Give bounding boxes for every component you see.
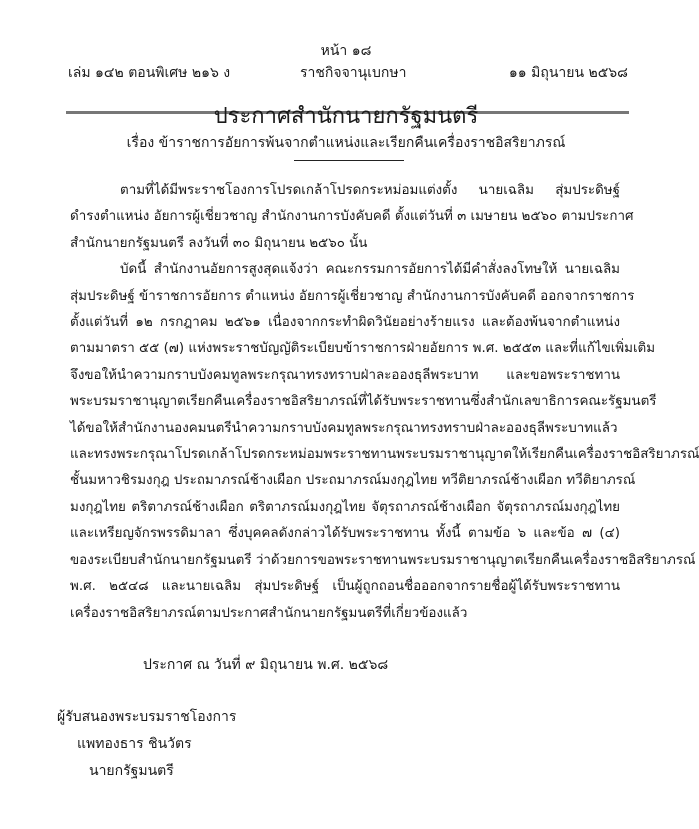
body-line: และเหรียญจักรพรรดิมาลา ซึ่งบุคคลดังกล่าวได้รับพระราชทาน ทั้งนี้ ตามข้อ ๖ และข้อ ๗ (๔) xyxy=(70,526,620,542)
body-line: ได้ขอให้สำนักงานองคมนตรีนำความกราบบังคมทูลพระกรุณาทรงทราบฝ่าละอองธุลีพระบาทแล้ว xyxy=(70,420,618,436)
document-subject: เรื่อง ข้าราชการอัยการพ้นจากตำแหน่งและเรียกคืนเครื่องราชอิสริยาภรณ์ xyxy=(126,135,566,151)
body-line: ตามที่ได้มีพระราชโองการโปรดเกล้าโปรดกระหม่อมแต่งตั้ง นายเฉลิม สุ่มประดิษฐ์ xyxy=(120,183,620,198)
document-body xyxy=(70,178,699,627)
publication-name: ราชกิจจานุเบกษา xyxy=(300,65,407,81)
countersign-label: ผู้รับสนองพระบรมราชโองการ xyxy=(57,709,237,725)
document-title: ประกาศสำนักนายกรัฐมนตรี xyxy=(213,104,479,129)
body-line: พ.ศ. ๒๕๔๘ และนายเฉลิม สุ่มประดิษฐ์ เป็นผู้ถูกถอนชื่อออกจากรายชื่อผู้ได้รับพระราชทาน xyxy=(70,579,620,595)
body-line: พระบรมราชานุญาตเรียกคืนเครื่องราชอิสริยาภรณ์ที่ได้รับพระราชทานซึ่งสำนักเลขาธิการคณะรัฐมนตรี xyxy=(70,394,657,410)
volume-issue: เล่ม ๑๔๒ ตอนพิเศษ ๒๑๖ ง xyxy=(68,65,231,81)
body-line: ดำรงตำแหน่ง อัยการผู้เชี่ยวชาญ สำนักงานการบังคับคดี ตั้งแต่วันที่ ๓ เมษายน ๒๕๖๐ ตามประกาศ xyxy=(70,209,634,225)
body-line: สำนักนายกรัฐมนตรี ลงวันที่ ๓๐ มิถุนายน ๒๕๖๐ นั้น xyxy=(70,235,368,251)
body-line: และทรงพระกรุณาโปรดเกล้าโปรดกระหม่อมพระราชทานพระบรมราชานุญาตให้เรียกคืนเครื่องราชอิสริยาภรณ์ xyxy=(70,447,699,463)
body-line: ตั้งแต่วันที่ ๑๒ กรกฎาคม ๒๕๖๑ เนื่องจากกระทำผิดวินัยอย่างร้ายแรง และต้องพ้นจากตำแหน่ง xyxy=(70,315,620,331)
body-line: ตามมาตรา ๕๕ (๗) แห่งพระราชบัญญัติระเบียบข้าราชการฝ่ายอัยการ พ.ศ. ๒๕๕๓ และที่แก้ไขเพิ่มเติม xyxy=(70,341,656,357)
body-line: จึงขอให้นำความกราบบังคมทูลพระกรุณาทรงทราบฝ่าละอองธุลีพระบาท และขอพระราชทาน xyxy=(70,367,620,383)
body-line: บัดนี้ สำนักงานอัยการสูงสุดแจ้งว่า คณะกรรมการอัยการได้มีคำสั่งลงโทษให้ นายเฉลิม xyxy=(120,262,620,278)
signatory-position: นายกรัฐมนตรี xyxy=(89,763,174,779)
body-line: เครื่องราชอิสริยาภรณ์ตามประกาศสำนักนายกรัฐมนตรีที่เกี่ยวข้องแล้ว xyxy=(70,605,468,621)
signatory-name: แพทองธาร ชินวัตร xyxy=(77,736,192,752)
body-line: ชั้นมหาวชิรมงกุฎ ประถมาภรณ์ช้างเผือก ประถมาภรณ์มงกุฎไทย ทวีติยาภรณ์ช้างเผือก ทวีติยาภรณ์ xyxy=(70,473,636,489)
issued-date: ประกาศ ณ วันที่ ๙ มิถุนายน พ.ศ. ๒๕๖๘ xyxy=(143,657,389,673)
body-line: ของระเบียบสำนักนายกรัฐมนตรี ว่าด้วยการขอพระราชทานพระบรมราชานุญาตเรียกคืนเครื่องราชอิสริยาภรณ์ xyxy=(70,552,696,568)
publication-date: ๑๑ มิถุนายน ๒๕๖๘ xyxy=(508,65,628,81)
body-line: สุ่มประดิษฐ์ ข้าราชการอัยการ ตำแหน่ง อัยการผู้เชี่ยวชาญ สำนักงานการบังคับคดี ออกจากราชการ xyxy=(70,288,635,304)
subject-underline xyxy=(294,160,404,161)
page-number: หน้า ๑๘ xyxy=(320,43,372,59)
body-line: มงกุฎไทย ตริตาภรณ์ช้างเผือก ตริตาภรณ์มงกุฎไทย จัตุรถาภรณ์ช้างเผือก จัตุรถาภรณ์มงกุฎไทย xyxy=(70,499,620,515)
